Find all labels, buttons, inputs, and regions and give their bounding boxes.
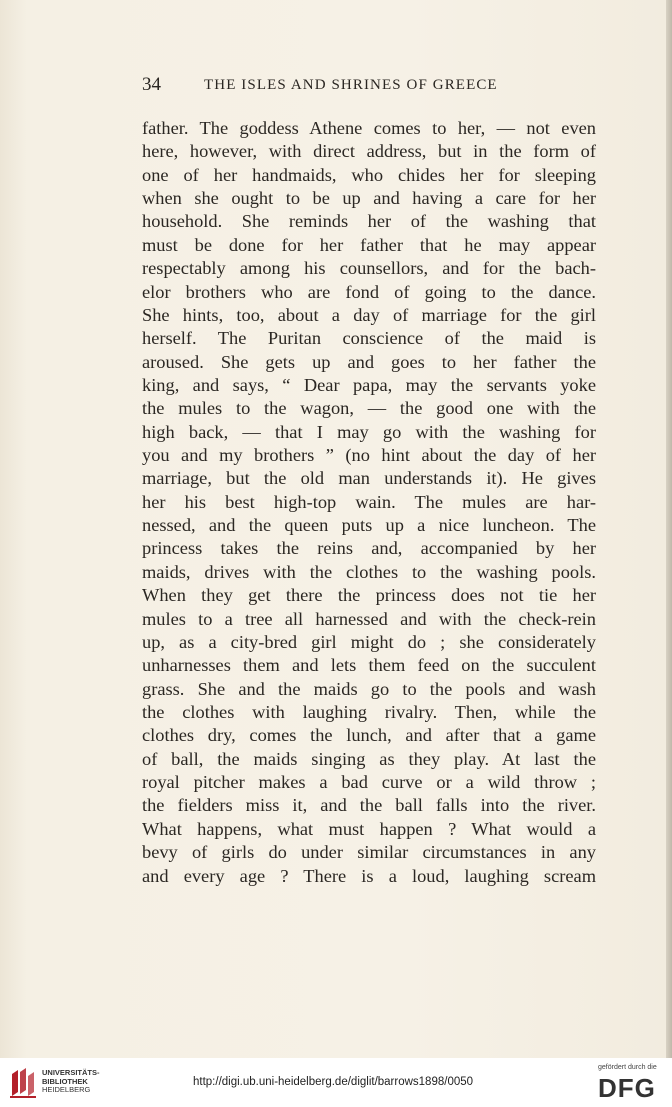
text-line: you and my brothers ” (no hint about the day of her xyxy=(142,445,596,466)
text-line: one of her handmaids, who chides her for sleeping xyxy=(142,164,596,185)
text-line: here, however, with direct address, but in the form of xyxy=(142,141,596,162)
text-line: household. She reminds her of the washing that xyxy=(142,211,596,232)
text-line: the mules to the wagon, — the good one with the xyxy=(142,398,596,419)
library-name-line-1: UNIVERSITÄTS- xyxy=(42,1068,100,1077)
text-line: must be done for her father that he may appear xyxy=(142,234,596,255)
running-title: THE ISLES AND SHRINES OF GREECE xyxy=(204,77,498,93)
text-line: her his best high-top wain. The mules are har- xyxy=(142,491,596,512)
text-line: When they get there the princess does not tie her xyxy=(142,585,596,606)
text-line: What happens, what must happen ? What would a xyxy=(142,818,596,839)
permalink-url[interactable]: http://digi.ub.uni-heidelberg.de/diglit/barrows1898/0050 xyxy=(193,1076,474,1088)
library-name-line-2: BIBLIOTHEK xyxy=(42,1076,88,1086)
body-text xyxy=(142,117,596,888)
library-name xyxy=(42,1069,100,1095)
text-line: bevy of girls do under similar circumstances in any xyxy=(142,842,596,863)
text-line: the fielders miss it, and the ball falls into the river. xyxy=(142,795,596,816)
text-line: when she ought to be up and having a care for her xyxy=(142,188,596,209)
text-line: unharnesses them and lets them feed on the succulent xyxy=(142,655,596,676)
text-line: and every age ? There is a loud, laughing scream xyxy=(142,865,596,886)
text-line: mules to a tree all harnessed and with the check-rein xyxy=(142,608,596,629)
text-line: princess takes the reins and, accompanied by her xyxy=(142,538,596,559)
text-line: maids, drives with the clothes to the washing pools. xyxy=(142,561,596,582)
text-line: herself. The Puritan conscience of the maid is xyxy=(142,328,596,349)
university-library-logo-icon xyxy=(8,1066,38,1100)
dfg-logo: DFG xyxy=(598,1073,656,1103)
text-line: the clothes with laughing rivalry. Then, while the xyxy=(142,701,596,722)
sponsor-caption: gefördert durch die xyxy=(598,1064,657,1071)
text-line: grass. She and the maids go to the pools and wash xyxy=(142,678,596,699)
text-line: up, as a city-bred girl might do ; she considerately xyxy=(142,631,596,652)
text-line: king, and says, “ Dear papa, may the servants yoke xyxy=(142,374,596,395)
text-line: marriage, but the old man understands it). He gives xyxy=(142,468,596,489)
page-gutter xyxy=(666,0,672,1058)
text-line: father. The goddess Athene comes to her, — not even xyxy=(142,118,596,138)
library-name-line-3: HEIDELBERG xyxy=(42,1085,91,1094)
page-number: 34 xyxy=(142,74,161,95)
running-head xyxy=(142,74,600,98)
text-line: respectably among his counsellors, and for the bach- xyxy=(142,258,596,279)
text-line: aroused. She gets up and goes to her father the xyxy=(142,351,596,372)
text-line: elor brothers who are fond of going to the dance. xyxy=(142,281,596,302)
text-line: of ball, the maids singing as they play. At last the xyxy=(142,748,596,769)
text-line: She hints, too, about a day of marriage for the girl xyxy=(142,304,596,325)
text-line: nessed, and the queen puts up a nice luncheon. The xyxy=(142,515,596,536)
text-line: high back, — that I may go with the washing for xyxy=(142,421,596,442)
text-line: clothes dry, comes the lunch, and after that a game xyxy=(142,725,596,746)
footer-bar xyxy=(0,1058,672,1107)
text-line: royal pitcher makes a bad curve or a wild throw ; xyxy=(142,772,596,793)
